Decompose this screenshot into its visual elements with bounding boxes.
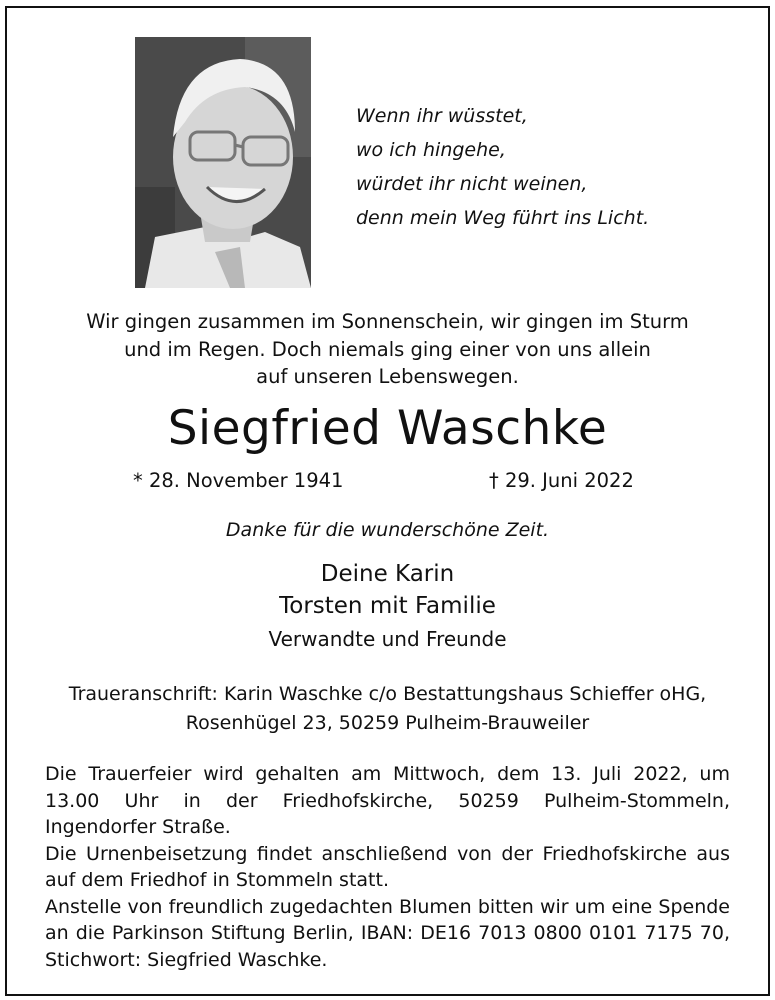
family-names [0, 558, 775, 622]
family-line: Deine Karin [320, 561, 455, 587]
address-line: Traueranschrift: Karin Waschke c/o Bestattungshaus Schieffer oHG, [68, 683, 707, 705]
death-date: † 29. Juni 2022 [489, 469, 634, 492]
poem-line: denn mein Weg führt ins Licht. [356, 207, 650, 229]
poem-line: wo ich hingehe, [356, 139, 506, 161]
relatives-line: Verwandte und Freunde [268, 627, 507, 651]
poem-line: Wenn ihr wüsstet, [356, 105, 528, 127]
poem [356, 99, 649, 235]
ceremony-paragraph: Die Trauerfeier wird gehalten am Mittwoch, dem 13. Juli 2022, um 13.00 Uhr in der Friedhofskirche, 50259 Pulheim-Stommeln, Ingendorfer Straße. [45, 763, 730, 838]
intro-line: und im Regen. Doch niemals ging einer von uns allein [124, 337, 651, 361]
burial-paragraph: Die Urnenbeisetzung findet anschließend von der Friedhofskirche aus auf dem Friedhof in Stommeln statt. [45, 842, 730, 891]
birth-date: * 28. November 1941 [133, 469, 344, 492]
mourning-address [0, 680, 775, 738]
intro-line: auf unseren Lebenswegen. [256, 365, 519, 388]
intro-line: Wir gingen zusammen im Sonnenschein, wir gingen im Sturm [86, 310, 689, 333]
intro-text [0, 308, 775, 391]
thanks-line: Danke für die wunderschöne Zeit. [225, 519, 550, 541]
poem-line: würdet ihr nicht weinen, [356, 173, 588, 195]
family-line: Torsten mit Familie [279, 593, 496, 619]
address-line: Rosenhügel 23, 50259 Pulheim-Brauweiler [185, 712, 590, 734]
ceremony-details [45, 761, 730, 973]
portrait-photo [135, 37, 311, 288]
donation-paragraph: Anstelle von freundlich zugedachten Blumen bitten wir um eine Spende an die Parkinson Stiftung Berlin, IBAN: DE16 7013 0800 0101 7175 70, Stichwort: Siegfried Waschke. [45, 895, 730, 971]
deceased-name: Siegfried Waschke [167, 401, 608, 456]
